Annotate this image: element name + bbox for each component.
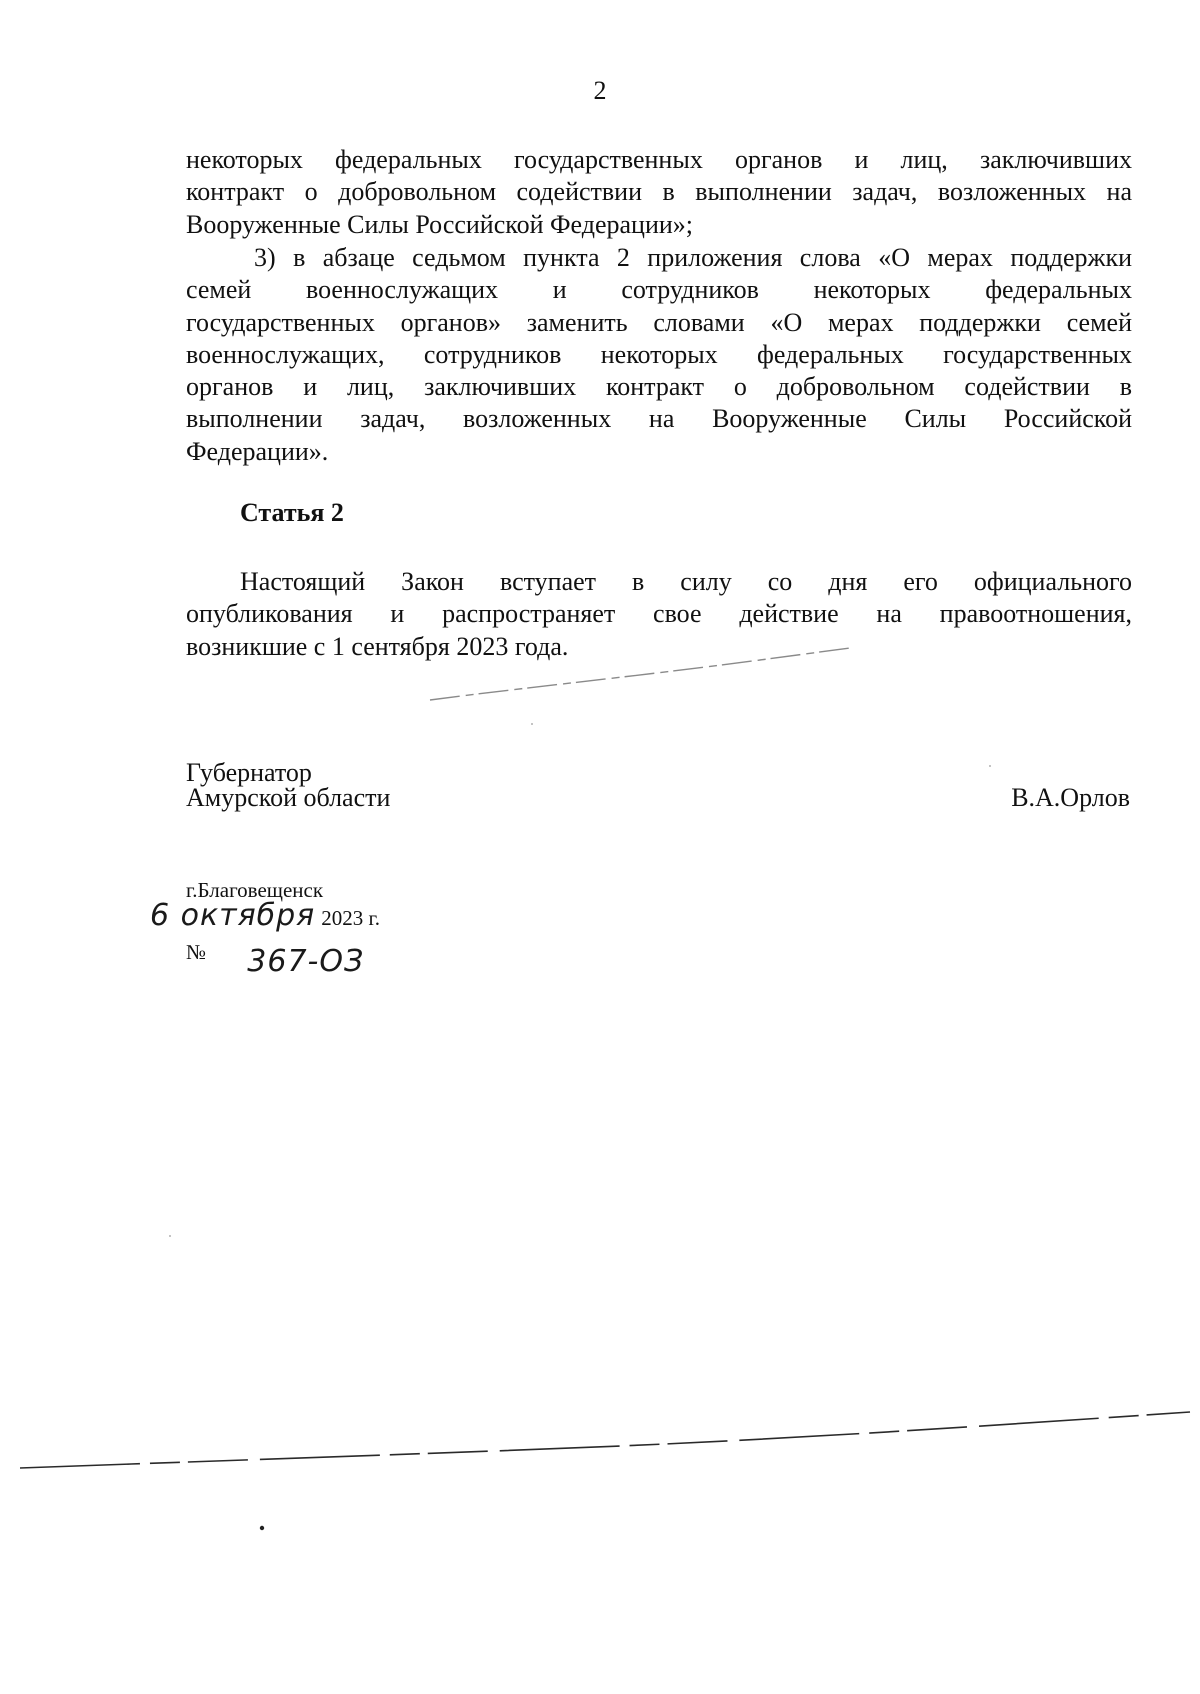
scan-dot [260, 1526, 264, 1530]
text-line: военнослужащих, сотрудников некоторых федеральных государственных [186, 339, 1132, 369]
text-line: контракт о добровольном содействии в выполнении задач, возложенных на [186, 177, 1132, 207]
text-line: некоторых федеральных государственных органов и лиц, заключивших [186, 145, 1132, 174]
text-line: государственных органов» заменить словами «О мерах поддержки семей [186, 307, 1132, 337]
text-line: возникшие с 1 сентября 2023 года. [186, 631, 569, 661]
article-heading: Статья 2 [240, 498, 344, 527]
scan-dot [169, 1235, 171, 1237]
signatory-title [186, 760, 390, 810]
paragraph-article-2 [186, 566, 1132, 663]
scan-dot [989, 765, 991, 767]
text-line: выполнении задач, возложенных на Вооруженные Силы Российской [186, 404, 1132, 434]
text-line: 3) в абзаце седьмом пункта 2 приложения слова «О мерах поддержки [254, 243, 1132, 272]
paragraph-item-3 [186, 242, 1132, 468]
text-line: семей военнослужащих и сотрудников некоторых федеральных [186, 275, 1132, 305]
text-line: Настоящий Закон вступает в силу со дня его официального [240, 567, 1132, 596]
page-number: 2 [593, 76, 607, 105]
signatory-title-line: Губернатор [186, 758, 312, 787]
signing-date [150, 898, 380, 933]
text-line: Федерации». [186, 436, 329, 466]
text-line: опубликования и распространяет свое действие на правоотношения, [186, 599, 1132, 629]
pen-stroke [20, 1412, 1190, 1468]
paragraph-continuation [186, 144, 1132, 241]
handwritten-number: 367-ОЗ [247, 944, 365, 979]
signatory-title-line: Амурской области [186, 783, 391, 812]
signatory-name: В.А.Орлов [1011, 783, 1130, 812]
text-line: Вооруженные Силы Российской Федерации»; [186, 209, 693, 239]
scan-dot [531, 723, 533, 725]
law-number [186, 932, 365, 979]
text-line: органов и лиц, заключивших контракт о добровольном содействии в [186, 372, 1132, 402]
handwritten-date: 6 октября [150, 898, 316, 933]
signing-year: 2023 г. [321, 906, 380, 930]
place-of-signing: г.Благовещенск [186, 878, 324, 902]
number-label: № [186, 940, 207, 964]
